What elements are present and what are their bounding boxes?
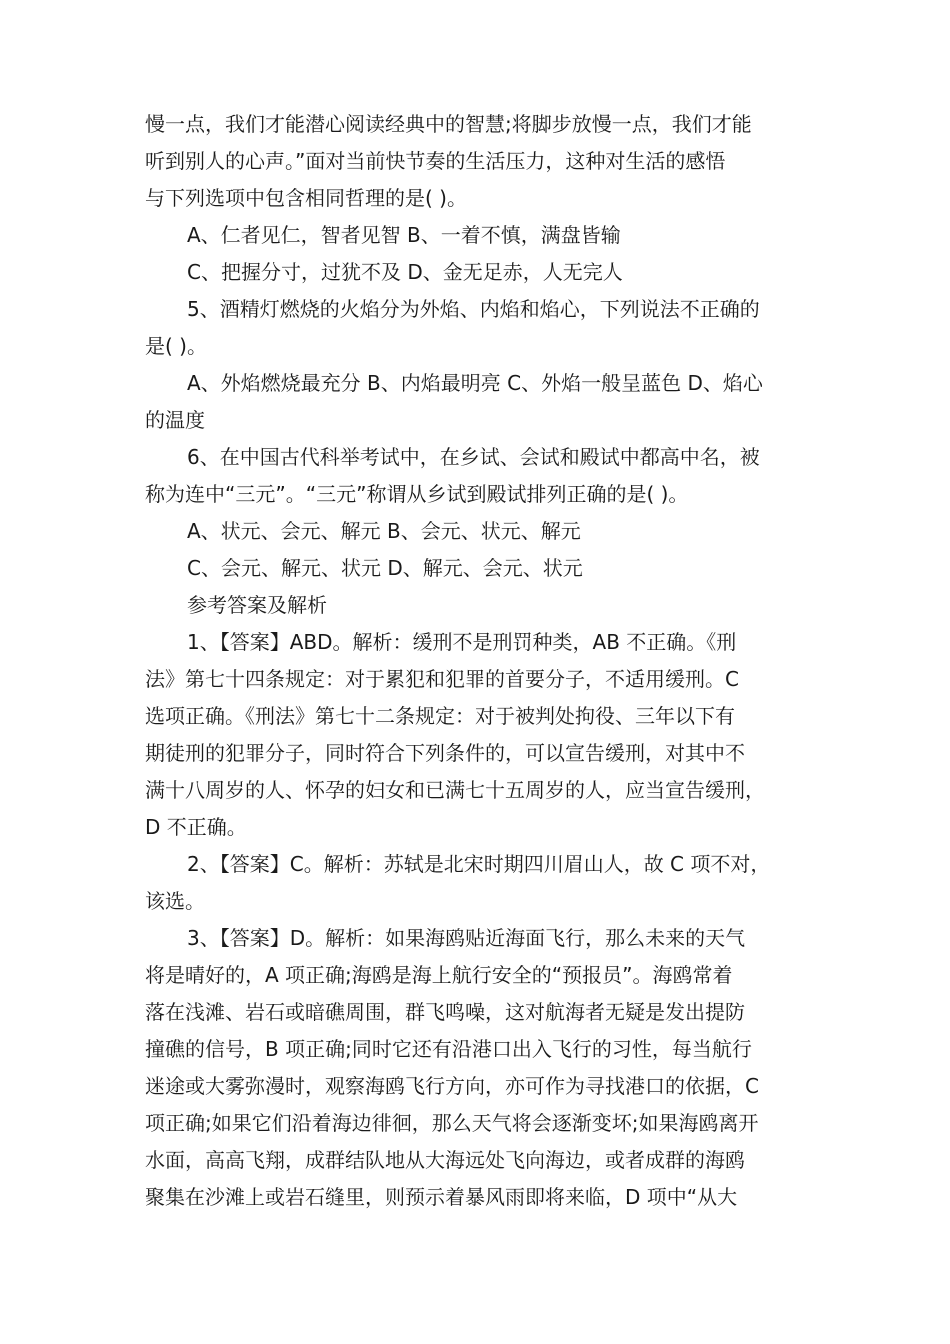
text-line: 迷途或大雾弥漫时，观察海鸥飞行方向，亦可作为寻找港口的依据，C	[145, 1074, 759, 1098]
text-line: 选项正确。《刑法》第七十二条规定：对于被判处拘役、三年以下有	[145, 704, 735, 728]
text-line: 2、【答案】C。解析：苏轼是北宋时期四川眉山人，故 C 项不对，	[187, 852, 771, 876]
text-line: 落在浅滩、岩石或暗礁周围，群飞鸣噪，这对航海者无疑是发出提防	[145, 1000, 745, 1024]
text-line: C、会元、解元、状元 D、解元、会元、状元	[187, 556, 583, 580]
text-line: A、状元、会元、解元 B、会元、状元、解元	[187, 519, 581, 543]
text-line: 的温度	[145, 408, 205, 432]
text-line: 与下列选项中包含相同哲理的是( )。	[145, 186, 467, 210]
text-line: 参考答案及解析	[187, 593, 327, 617]
text-line: 聚集在沙滩上或岩石缝里，则预示着暴风雨即将来临，D 项中“从大	[145, 1185, 738, 1209]
text-line: C、把握分寸，过犹不及 D、金无足赤，人无完人	[187, 260, 623, 284]
text-line: 满十八周岁的人、怀孕的妇女和已满七十五周岁的人，应当宣告缓刑，	[145, 778, 765, 802]
text-line: 听到别人的心声。”面对当前快节奏的生活压力，这种对生活的感悟	[145, 149, 726, 173]
text-line: A、仁者见仁，智者见智 B、一着不慎，满盘皆输	[187, 223, 621, 247]
text-line: 是( )。	[145, 334, 207, 358]
text-line: 5、酒精灯燃烧的火焰分为外焰、内焰和焰心，下列说法不正确的	[187, 297, 760, 321]
document-body	[145, 106, 825, 1216]
text-line: 6、在中国古代科举考试中，在乡试、会试和殿试中都高中名，被	[187, 445, 760, 469]
text-line: 称为连中“三元”。“三元”称谓从乡试到殿试排列正确的是( )。	[145, 482, 689, 506]
text-line: 1、【答案】ABD。解析：缓刑不是刑罚种类，AB 不正确。《刑	[187, 630, 737, 654]
text-line: 法》第七十四条规定：对于累犯和犯罪的首要分子，不适用缓刑。C	[145, 667, 739, 691]
text-line: 慢一点，我们才能潜心阅读经典中的智慧;将脚步放慢一点，我们才能	[145, 112, 752, 136]
text-line: D 不正确。	[145, 815, 247, 839]
text-line: 3、【答案】D。解析：如果海鸥贴近海面飞行，那么未来的天气	[187, 926, 746, 950]
text-line: A、外焰燃烧最充分 B、内焰最明亮 C、外焰一般呈蓝色 D、焰心	[187, 371, 763, 395]
text-line: 期徒刑的犯罪分子，同时符合下列条件的，可以宣告缓刑，对其中不	[145, 741, 745, 765]
text-line: 撞礁的信号，B 项正确;同时它还有沿港口出入飞行的习性，每当航行	[145, 1037, 752, 1061]
text-line: 该选。	[145, 889, 205, 913]
text-line: 水面，高高飞翔，成群结队地从大海远处飞向海边，或者成群的海鸥	[145, 1148, 745, 1172]
text-line: 项正确;如果它们沿着海边徘徊，那么天气将会逐渐变坏;如果海鸥离开	[145, 1111, 759, 1135]
text-line: 将是晴好的，A 项正确;海鸥是海上航行安全的“预报员”。海鸥常着	[145, 963, 733, 987]
